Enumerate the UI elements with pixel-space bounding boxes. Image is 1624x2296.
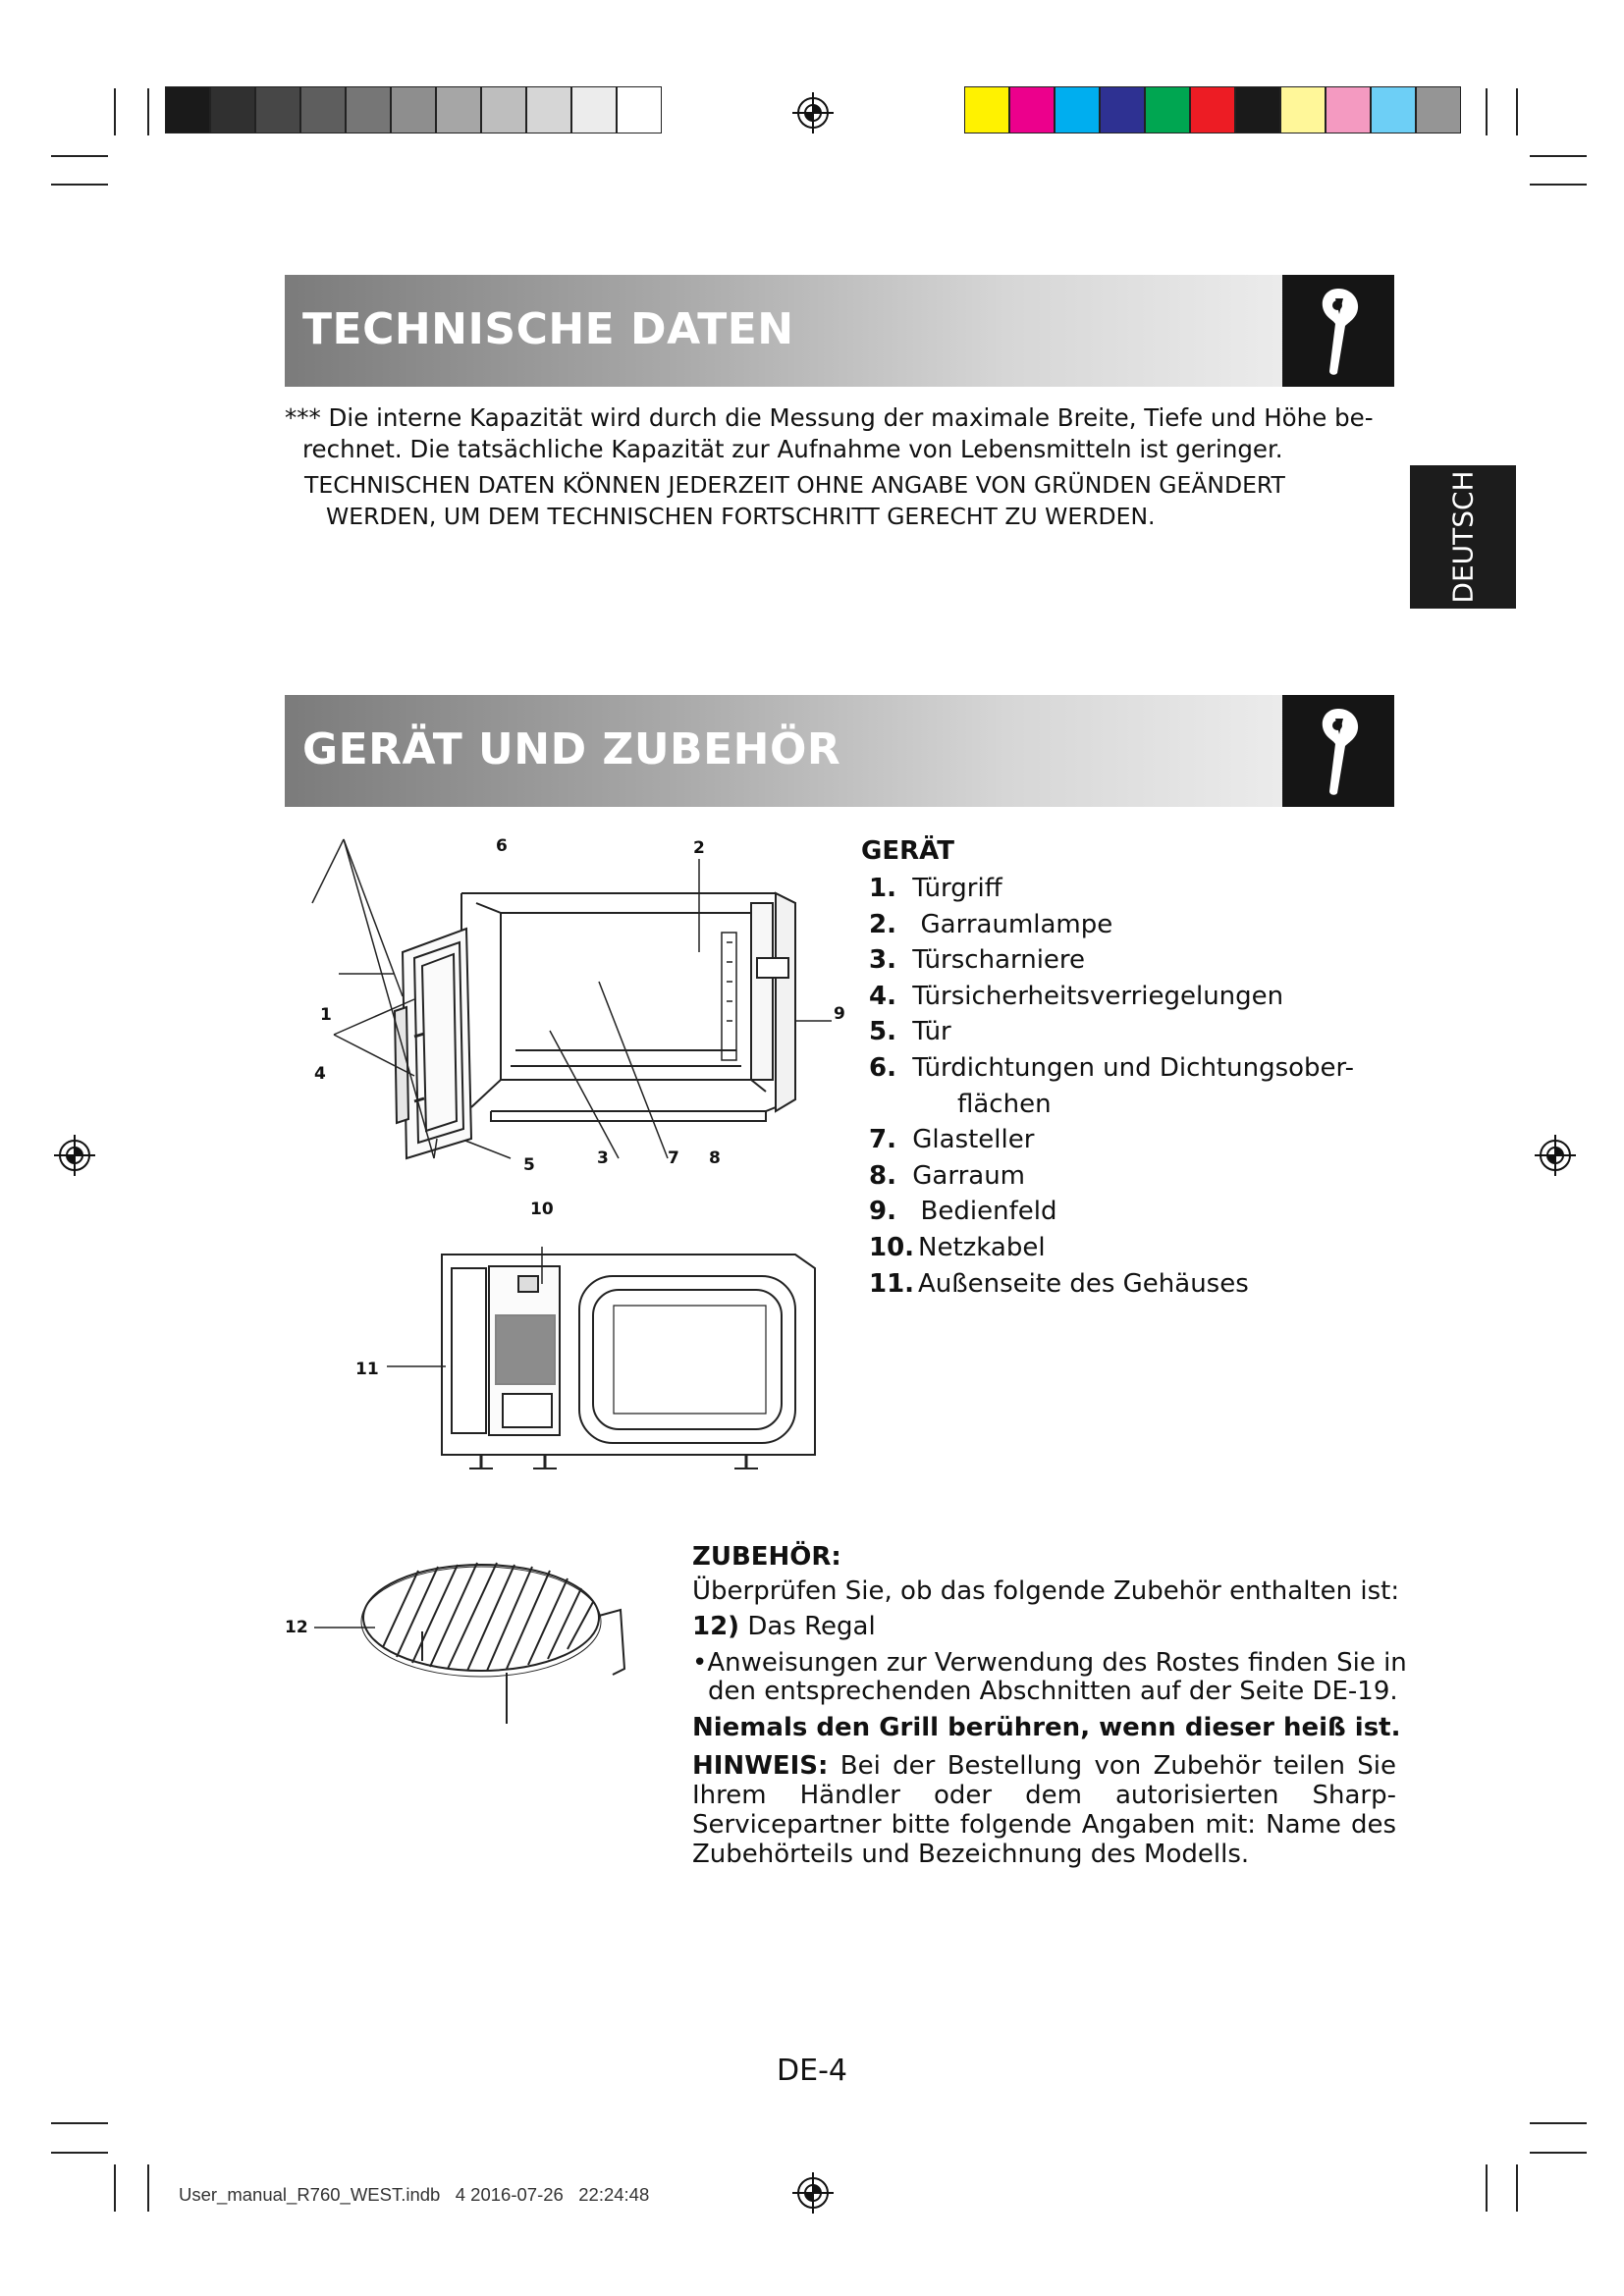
list-item xyxy=(869,1050,1354,1087)
crop-mark xyxy=(147,88,149,135)
calibration-swatch xyxy=(1235,86,1280,133)
grill-rack-diagram xyxy=(314,1551,648,1747)
diagram-label: 8 xyxy=(709,1148,721,1168)
list-item-label: Tür xyxy=(912,1017,951,1047)
list-item xyxy=(869,871,1354,907)
calibration-swatch xyxy=(436,86,481,133)
crop-mark xyxy=(114,2164,116,2212)
diagram-label: 10 xyxy=(530,1200,554,1219)
technical-change-notice xyxy=(304,469,1394,532)
calibration-swatch xyxy=(1371,86,1416,133)
notice-line: WERDEN, UM DEM TECHNISCHEN FORTSCHRITT GERECHT ZU WERDEN. xyxy=(326,503,1156,530)
list-item-number: 10. xyxy=(869,1232,915,1262)
diagram-label: 11 xyxy=(355,1360,379,1379)
instruction-line: •Anweisungen zur Verwendung des Rostes finden Sie in xyxy=(692,1648,1407,1678)
crop-mark xyxy=(1516,88,1518,135)
list-item xyxy=(869,907,1354,943)
instruction-line: den entsprechenden Abschnitten auf der Seite DE-19. xyxy=(708,1677,1398,1706)
parts-list xyxy=(869,871,1354,1302)
capacity-footnote xyxy=(285,402,1404,465)
diagram-label: 5 xyxy=(523,1155,535,1175)
registration-mark-icon xyxy=(1534,1134,1577,1177)
calibration-swatch xyxy=(165,86,210,133)
crop-mark xyxy=(1530,2122,1587,2124)
leader-line xyxy=(383,1357,452,1376)
calibration-swatch xyxy=(1145,86,1190,133)
list-item-label: Türsicherheitsverriegelungen xyxy=(912,981,1284,1011)
crop-mark xyxy=(51,2122,108,2124)
crop-mark xyxy=(114,88,116,135)
crop-mark xyxy=(51,2152,108,2154)
language-tab-label: DEUTSCH xyxy=(1446,470,1480,604)
calibration-swatch xyxy=(964,86,1009,133)
calibration-swatch xyxy=(617,86,662,133)
microwave-rear-diagram xyxy=(393,1237,835,1507)
calibration-swatch xyxy=(391,86,436,133)
list-item-label: Türdichtungen und Dichtungsober- xyxy=(912,1052,1354,1083)
list-item-label: Außenseite des Gehäuses xyxy=(918,1268,1249,1299)
hot-grill-warning: Niemals den Grill berühren, wenn dieser heiß ist. xyxy=(692,1713,1401,1742)
calibration-swatch xyxy=(210,86,255,133)
crop-mark xyxy=(1530,184,1587,186)
diagram-label: 6 xyxy=(496,836,508,856)
list-item-number: 9. xyxy=(869,1197,896,1227)
list-item-label: Garraumlampe xyxy=(912,909,1113,939)
crop-mark xyxy=(1530,2152,1587,2154)
rack-instructions xyxy=(692,1648,1407,1706)
section-title: GERÄT UND ZUBEHÖR xyxy=(302,724,841,774)
calibration-swatch xyxy=(1100,86,1145,133)
list-item xyxy=(869,1122,1354,1158)
list-item-label: Garraum xyxy=(912,1160,1026,1191)
crop-mark xyxy=(1516,2164,1518,2212)
list-item-number: 1. xyxy=(869,874,896,903)
list-item-label: Türscharniere xyxy=(912,945,1086,976)
section-title: TECHNISCHE DATEN xyxy=(302,304,794,354)
diagram-label: 12 xyxy=(285,1618,308,1637)
calibration-swatch xyxy=(255,86,300,133)
notice-line: TECHNISCHEN DATEN KÖNNEN JEDERZEIT OHNE ANGABE VON GRÜNDEN GEÄNDERT xyxy=(304,471,1285,499)
list-item-label: Türgriff xyxy=(912,874,1002,903)
diagram-label: 4 xyxy=(314,1064,326,1084)
calibration-swatch xyxy=(1190,86,1235,133)
list-item-number: 6. xyxy=(869,1052,896,1083)
calibration-swatch xyxy=(1055,86,1100,133)
microwave-front-diagram xyxy=(304,834,854,1188)
wrench-icon xyxy=(1282,695,1394,807)
list-item xyxy=(869,1158,1354,1195)
footnote-line: rechnet. Die tatsächliche Kapazität zur Aufnahme von Lebensmitteln ist geringer. xyxy=(302,435,1283,463)
registration-mark-icon xyxy=(53,1134,96,1177)
list-item-number: 8. xyxy=(869,1160,896,1191)
list-item-label: Netzkabel xyxy=(918,1232,1046,1262)
list-item xyxy=(869,1230,1354,1266)
footnote-line: *** Die interne Kapazität wird durch die Messung der maximale Breite, Tiefe und Höhe be- xyxy=(285,403,1374,432)
list-item-label: Bedienfeld xyxy=(912,1197,1057,1227)
list-item xyxy=(869,1194,1354,1230)
list-item-number: 11. xyxy=(869,1268,915,1299)
list-item-number: 7. xyxy=(869,1125,896,1155)
accessory-item xyxy=(692,1613,1396,1641)
calibration-swatch xyxy=(1280,86,1326,133)
calibration-swatch xyxy=(481,86,526,133)
crop-mark xyxy=(1486,88,1488,135)
diagram-label: 9 xyxy=(834,1004,845,1024)
list-item xyxy=(869,942,1354,979)
note-label: HINWEIS: xyxy=(692,1751,829,1781)
diagram-label: 2 xyxy=(693,838,705,858)
list-item-number: 5. xyxy=(869,1017,896,1047)
list-item-number: 4. xyxy=(869,981,896,1011)
page-number: DE-4 xyxy=(777,2054,847,2088)
list-item-label: flächen xyxy=(957,1089,1052,1119)
list-item xyxy=(869,1014,1354,1050)
accessory-item-number: 12) xyxy=(692,1612,740,1641)
accessories-title: ZUBEHÖR: xyxy=(692,1542,841,1572)
calibration-swatch xyxy=(346,86,391,133)
section-header-device xyxy=(285,695,1394,807)
diagram-label: 7 xyxy=(668,1148,679,1168)
crop-mark xyxy=(1530,155,1587,157)
wrench-icon xyxy=(1282,275,1394,387)
accessories-check-text: Überprüfen Sie, ob das folgende Zubehör enthalten ist: xyxy=(692,1576,1400,1606)
list-item xyxy=(869,979,1354,1015)
list-item-continuation xyxy=(869,1087,1354,1123)
list-item xyxy=(869,1266,1354,1303)
calibration-swatch xyxy=(1326,86,1371,133)
note-text: Bei der Bestellung von Zubehör teilen Sie Ihrem Händler oder dem autorisierten Sharp-Servicepartner bitte folgende Angaben mit: Name des Zubehörteils und Bezeichnung des Modells. xyxy=(692,1751,1396,1869)
section-header-technical xyxy=(285,275,1394,387)
crop-mark xyxy=(51,155,108,157)
crop-mark xyxy=(147,2164,149,2212)
calibration-swatch xyxy=(526,86,571,133)
calibration-swatch xyxy=(1009,86,1055,133)
calibration-swatch xyxy=(1416,86,1461,133)
list-item-label: Glasteller xyxy=(912,1125,1035,1155)
list-item-number: 3. xyxy=(869,945,896,976)
calibration-swatch xyxy=(571,86,617,133)
list-item-number: 2. xyxy=(869,909,896,939)
print-file-info: User_manual_R760_WEST.indb 4 2016-07-26 22:24:48 xyxy=(179,2184,650,2205)
calibration-swatch xyxy=(300,86,346,133)
parts-list-title: GERÄT xyxy=(861,836,954,866)
diagram-label: 3 xyxy=(597,1148,609,1168)
registration-mark-icon xyxy=(791,2171,835,2215)
ordering-note xyxy=(692,1751,1396,1869)
registration-mark-icon xyxy=(791,91,835,134)
crop-mark xyxy=(1486,2164,1488,2212)
crop-mark xyxy=(51,184,108,186)
accessory-item-label: Das Regal xyxy=(747,1612,876,1641)
language-tab xyxy=(1410,465,1516,609)
diagram-label: 1 xyxy=(320,1005,332,1025)
